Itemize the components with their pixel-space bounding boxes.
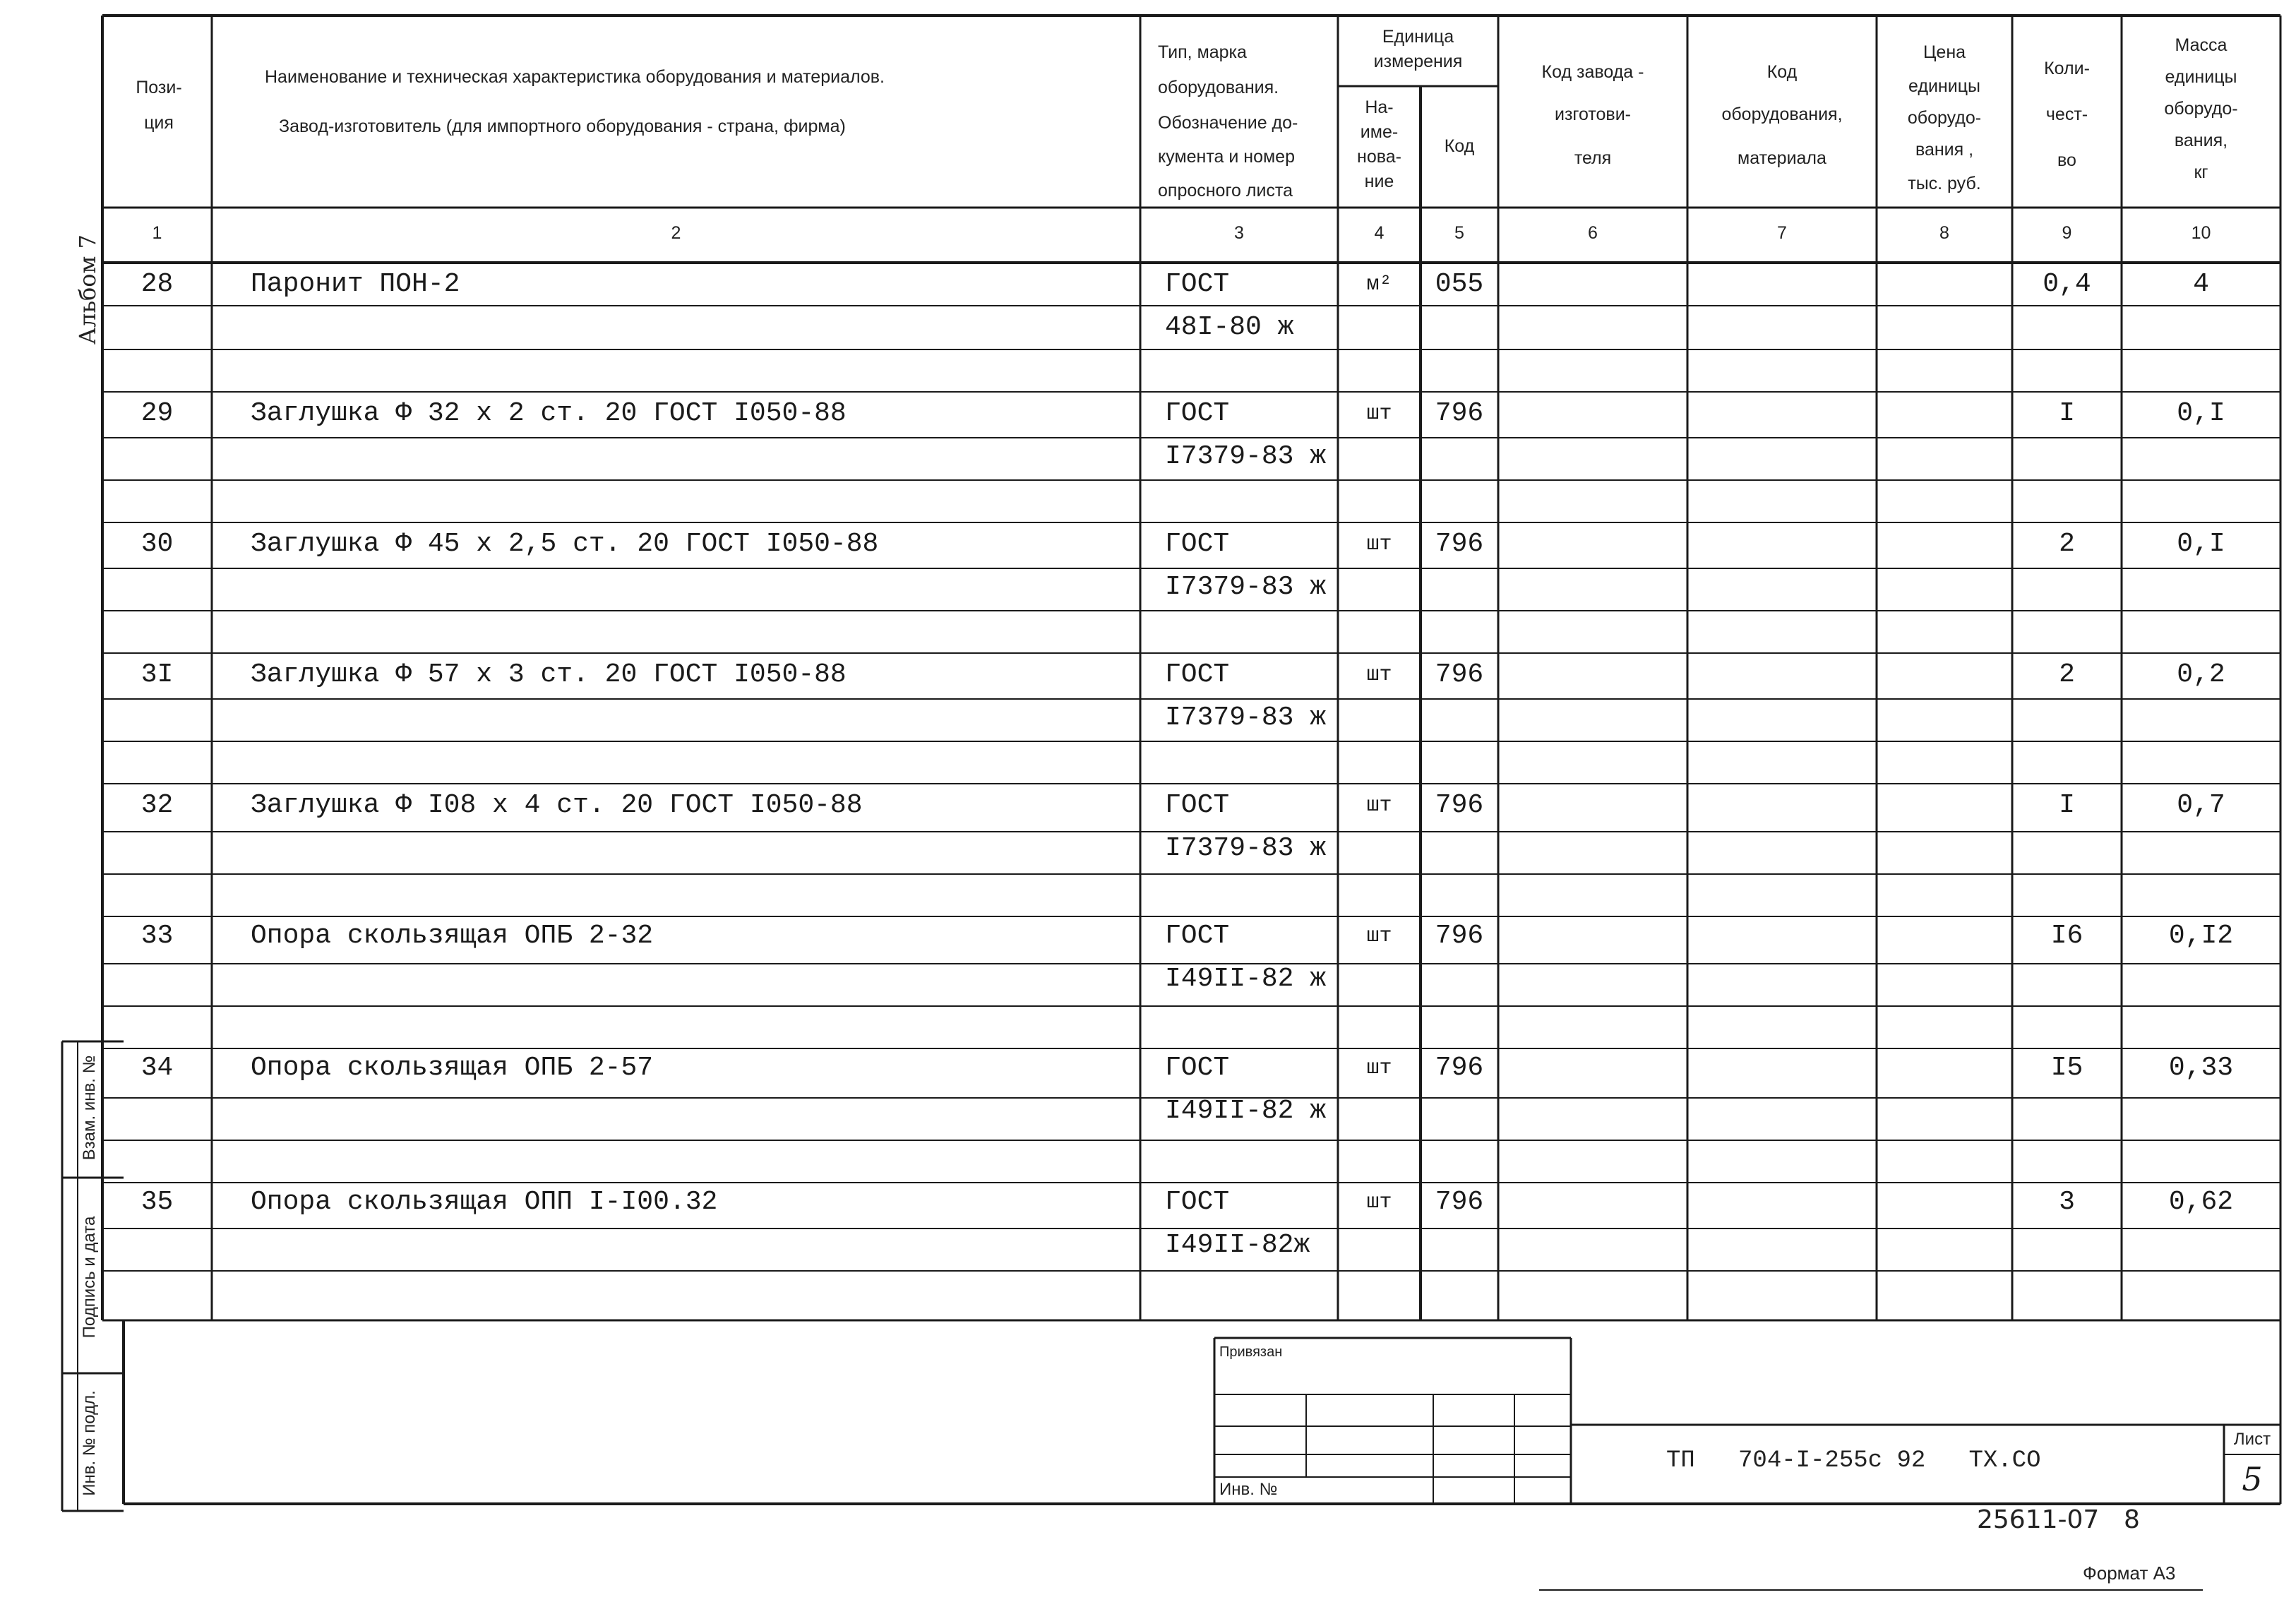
album-label: Альбом 7 [74,234,101,345]
header-unit-name-line1: На- [1365,97,1394,117]
cell-name: Опора скользящая ОПП I-I00.32 [251,1187,718,1217]
cell-unit-code: 796 [1435,1053,1484,1083]
cell-name: Паронит ПОН-2 [251,269,460,299]
cell-position: 34 [140,1053,174,1083]
header-equipment-code-line1: Код [1766,62,1798,82]
header-price-line3: оборудо- [1907,108,1982,128]
column-number: 1 [152,223,162,243]
sheet-number: 5 [2242,1460,2263,1498]
cell-unit: шт [1366,663,1392,687]
header-plant-code-line2: изготови- [1555,104,1631,124]
cell-unit-code: 055 [1435,269,1484,299]
cell-position: 35 [140,1187,174,1217]
cell-type-doc: I7379-83 ж [1165,703,1327,733]
sheet-format: Формат А3 [2083,1562,2176,1584]
cell-unit: шт [1366,532,1392,556]
cell-position: 29 [140,398,174,429]
header-name-line1: Наименование и техническая характеристика оборудования и материалов. [265,67,885,87]
header-plant-code-line1: Код завода - [1541,62,1644,82]
archive-number: 25611-07 [1977,1505,2100,1534]
cell-type: ГОСТ [1165,529,1230,559]
cell-unit: шт [1366,1056,1392,1080]
cell-type: ГОСТ [1165,269,1230,299]
header-type-line2: оборудования. [1158,78,1279,97]
cell-type-doc: I7379-83 ж [1165,572,1327,602]
cell-quantity: 2 [2059,659,2075,690]
header-price-line1: Цена [1923,42,1966,62]
column-number: 8 [1939,223,1949,243]
cell-type-doc: I7379-83 ж [1165,833,1327,863]
column-number: 6 [1588,223,1598,243]
column-number: 7 [1777,223,1787,243]
cell-quantity: 3 [2059,1187,2075,1217]
header-quantity-line1: Коли- [2044,59,2090,78]
header-mass-line1: Масса [2175,35,2228,55]
cell-mass: 0,2 [2177,659,2225,690]
cell-unit: шт [1366,1190,1392,1214]
cell-unit: шт [1366,794,1392,818]
column-number: 10 [2191,223,2211,243]
column-number: 4 [1374,223,1385,243]
header-type-line4: кумента и номер [1158,147,1295,167]
header-plant-code-line3: теля [1574,148,1612,168]
header-unit-name-line4: ние [1364,172,1394,191]
header-price-line2: единицы [1908,76,1980,96]
cell-mass: 4 [2193,269,2209,299]
cell-position: 30 [140,529,174,559]
side-stamp-original-inv: Инв. № подл. [80,1390,99,1496]
cell-name: Заглушка Ф 45 х 2,5 ст. 20 ГОСТ I050-88 [251,529,879,559]
cell-position: 33 [140,921,174,951]
cell-mass: 0,33 [2168,1053,2234,1083]
header-mass-line3: оборудо- [2164,99,2238,119]
header-equipment-code-line2: оборудования, [1721,104,1843,124]
header-equipment-code-line3: материала [1738,148,1826,168]
cell-quantity: I5 [2050,1053,2083,1083]
document-designation: ТП 704-I-255с 92 ТХ.СО [1666,1447,2041,1474]
header-unit-code: Код [1444,136,1475,156]
column-number: 2 [671,223,681,243]
header-type-line1: Тип, марка [1158,42,1247,62]
cell-type-doc: I7379-83 ж [1165,441,1327,472]
cell-unit-code: 796 [1435,659,1484,690]
cell-type: ГОСТ [1165,659,1230,690]
cell-unit-code: 796 [1435,921,1484,951]
cell-type: ГОСТ [1165,1187,1230,1217]
header-price-line5: тыс. руб. [1908,174,1981,193]
header-mass-line5: кг [2194,162,2208,182]
cell-name: Заглушка Ф 32 х 2 ст. 20 ГОСТ I050-88 [251,398,847,429]
header-quantity-line3: во [2057,150,2076,170]
cell-position: 32 [140,790,174,820]
side-stamp-replacement-inv: Взам. инв. № [80,1055,99,1161]
stamp-privyazan: Привязан [1219,1344,1283,1360]
cell-type-doc: I49II-82 ж [1165,1096,1327,1126]
cell-quantity: 2 [2059,529,2075,559]
cell-mass: 0,7 [2177,790,2225,820]
header-price-line4: вания , [1915,140,1974,160]
cell-quantity: I [2059,398,2075,429]
cell-unit: шт [1366,924,1392,948]
cell-mass: 0,62 [2168,1187,2234,1217]
cell-type: ГОСТ [1165,1053,1230,1083]
cell-type-doc: 48I-80 ж [1165,312,1294,342]
cell-quantity: I6 [2050,921,2083,951]
column-number: 5 [1454,223,1464,243]
archive-suffix: 8 [2124,1505,2140,1534]
header-unit-name-line3: нова- [1357,147,1401,167]
cell-quantity: I [2059,790,2075,820]
cell-unit: шт [1366,402,1392,426]
header-mass-line2: единицы [2165,67,2237,87]
header-unit-group-line1: Единица [1382,27,1454,47]
cell-mass: 0,I [2177,398,2225,429]
cell-unit-code: 796 [1435,1187,1484,1217]
cell-type-doc: I49II-82ж [1165,1230,1310,1260]
header-type-line5: опросного листа [1158,181,1293,201]
header-type-line3: Обозначение до- [1158,113,1298,133]
column-number: 9 [2062,223,2072,243]
cell-unit: м² [1366,273,1392,297]
side-stamp-signature-date: Подпись и дата [80,1216,99,1339]
cell-mass: 0,I2 [2168,921,2234,951]
cell-unit-code: 796 [1435,790,1484,820]
header-unit-name-line2: име- [1360,122,1399,142]
column-number: 3 [1234,223,1244,243]
cell-name: Заглушка Ф 57 х 3 ст. 20 ГОСТ I050-88 [251,659,847,690]
cell-type: ГОСТ [1165,398,1230,429]
cell-name: Опора скользящая ОПБ 2-57 [251,1053,654,1083]
cell-unit-code: 796 [1435,398,1484,429]
header-position-line1: Пози- [136,78,182,97]
cell-unit-code: 796 [1435,529,1484,559]
cell-name: Заглушка Ф I08 х 4 ст. 20 ГОСТ I050-88 [251,790,863,820]
header-mass-line4: вания, [2174,131,2228,150]
cell-position: 28 [140,269,174,299]
cell-type: ГОСТ [1165,790,1230,820]
header-unit-group-line2: измерения [1373,52,1463,71]
cell-position: 3I [140,659,174,690]
header-name-line2: Завод-изготовитель (для импортного оборудования - страна, фирма) [279,116,846,136]
cell-quantity: 0,4 [2043,269,2091,299]
stamp-inv-no: Инв. № [1219,1480,1278,1499]
sheet-label: Лист [2233,1430,2271,1449]
header-quantity-line2: чест- [2045,104,2088,124]
cell-mass: 0,I [2177,529,2225,559]
cell-type-doc: I49II-82 ж [1165,964,1327,994]
cell-name: Опора скользящая ОПБ 2-32 [251,921,654,951]
header-position-line2: ция [144,113,174,133]
cell-type: ГОСТ [1165,921,1230,951]
